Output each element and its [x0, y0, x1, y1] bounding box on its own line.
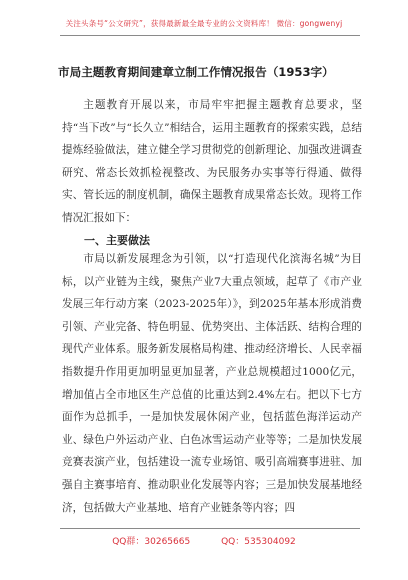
intro-paragraph: 主题教育开展以来，市局牢牢把握主题教育总要求，坚持“当下改”与“长久立”相结合，运用主题教育的探索实践，总结提炼经验做法，建立健全学习贯彻党的创新理论、加强改进调查研究、常态长效抓检视整改、为民服务办实事等行得通、做得实、管长远的制度机制，确保主题教育成果常态长效。现将工作情况汇报如下： — [62, 99, 362, 224]
header-divider — [60, 35, 360, 36]
footer-contact — [0, 534, 408, 547]
footer-divider — [60, 528, 360, 529]
document-title: 市局主题教育期间建章立制工作情况报告（1953字） — [58, 65, 334, 79]
section-body-paragraph: 市局以新发展理念为引领，以“打造现代化滨海名城”为目标，以产业链为主线，聚焦产业7大重点领域，起草了《市产业发展三年行动方案（2023-2025年）》，到2025年基本形成消费引领、产业完备、特色明显、优势突出、主体活跃、结构合理的现代产业体系。服务新发展格局构建、推动经济增长、人民幸福指数提升作用更加明显更加显著，产业总规模超过1000亿元，增加值占全市地区生产总值的比重达到2.4%左右。把以下七方面作为总抓手，一是加快发展休闲产业，包括蓝色海洋运动产业、绿色户外运动产业、白色冰雪运动产业等等；二是加快发展竞赛表演产业，包括建设一流专业场馆、吸引高端赛事进驻、加强自主赛事培育、推动职业化发展等内容；三是加快发展基地经济，包括做大产业基地、培育产业链条等内容；四 — [62, 253, 362, 514]
footer-qq-group: QQ群：30265665 — [112, 537, 191, 547]
header-banner: 关注头条号“公文研究”，获得最新最全最专业的公文资料库！ 微信：gongwenyj — [65, 19, 343, 28]
section-heading-main-practices: 一、主要做法 — [84, 234, 150, 247]
footer-qq-number: QQ：535304092 — [221, 537, 296, 547]
